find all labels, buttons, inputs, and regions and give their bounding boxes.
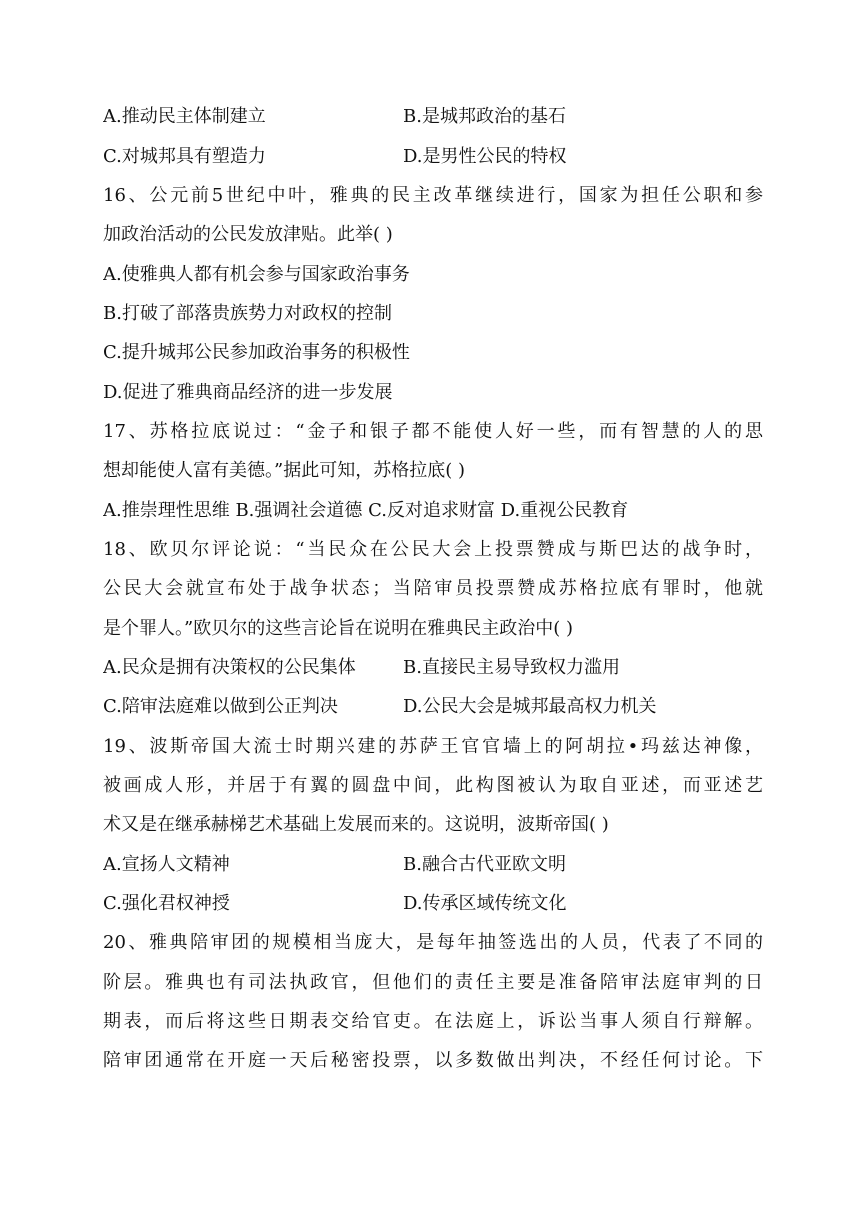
q15-option-b: B.是城邦政治的基石: [403, 106, 566, 127]
q18-stem-line3: 是个罪人。”欧贝尔的这些言论旨在说明在雅典民主政治中( ): [103, 618, 573, 639]
q17-options: A.推崇理性思维 B.强调社会道德 C.反对追求财富 D.重视公民教育: [103, 500, 629, 521]
q18-option-a: A.民众是拥有决策权的公民集体: [103, 657, 356, 678]
q16-option-d: D.促进了雅典商品经济的进一步发展: [103, 382, 393, 403]
q18-option-d: D.公民大会是城邦最高权力机关: [403, 696, 657, 717]
q15-option-a: A.推动民主体制建立: [103, 106, 266, 127]
q16-stem-line1: 16、公元前5世纪中叶，雅典的民主改革继续进行，国家为担任公职和参: [103, 185, 763, 206]
q18-stem-line2: 公民大会就宣布处于战争状态；当陪审员投票赞成苏格拉底有罪时，他就: [103, 578, 763, 599]
q15-option-d: D.是男性公民的特权: [403, 146, 567, 167]
q18-option-c: C.陪审法庭难以做到公正判决: [103, 696, 338, 717]
q16-option-a: A.使雅典人都有机会参与国家政治事务: [103, 264, 410, 285]
q18-stem-line1: 18、欧贝尔评论说：“当民众在公民大会上投票赞成与斯巴达的战争时，: [103, 539, 763, 560]
q19-option-a: A.宣扬人文精神: [103, 854, 230, 875]
q17-stem-line2: 想却能使人富有美德。”据此可知，苏格拉底( ): [103, 460, 465, 481]
q20-stem-line4: 陪审团通常在开庭一天后秘密投票，以多数做出判决，不经任何讨论。下: [103, 1050, 763, 1071]
q16-option-b: B.打破了部落贵族势力对政权的控制: [103, 303, 392, 324]
q19-option-c: C.强化君权神授: [103, 893, 230, 914]
q17-stem-line1: 17、苏格拉底说过：“金子和银子都不能使人好一些，而有智慧的人的思: [103, 421, 763, 442]
q16-option-c: C.提升城邦公民参加政治事务的积极性: [103, 342, 410, 363]
q19-option-b: B.融合古代亚欧文明: [403, 854, 566, 875]
q19-option-d: D.传承区域传统文化: [403, 893, 567, 914]
q19-stem-line1: 19、波斯帝国大流士时期兴建的苏萨王官官墙上的阿胡拉•玛兹达神像，: [103, 736, 763, 757]
q20-stem-line3: 期表，而后将这些日期表交给官吏。在法庭上，诉讼当事人须自行辩解。: [103, 1011, 763, 1032]
q20-stem-line2: 阶层。雅典也有司法执政官，但他们的责任主要是准备陪审法庭审判的日: [103, 972, 763, 993]
q18-option-b: B.直接民主易导致权力滥用: [403, 657, 620, 678]
q19-stem-line3: 术又是在继承赫梯艺术基础上发展而来的。这说明，波斯帝国( ): [103, 814, 609, 835]
q15-option-c: C.对城邦具有塑造力: [103, 146, 266, 167]
q19-stem-line2: 被画成人形，并居于有翼的圆盘中间，此构图被认为取自亚述，而亚述艺: [103, 775, 763, 796]
q16-stem-line2: 加政治活动的公民发放津贴。此举( ): [103, 224, 393, 245]
q20-stem-line1: 20、雅典陪审团的规模相当庞大，是每年抽签选出的人员，代表了不同的: [103, 932, 763, 953]
